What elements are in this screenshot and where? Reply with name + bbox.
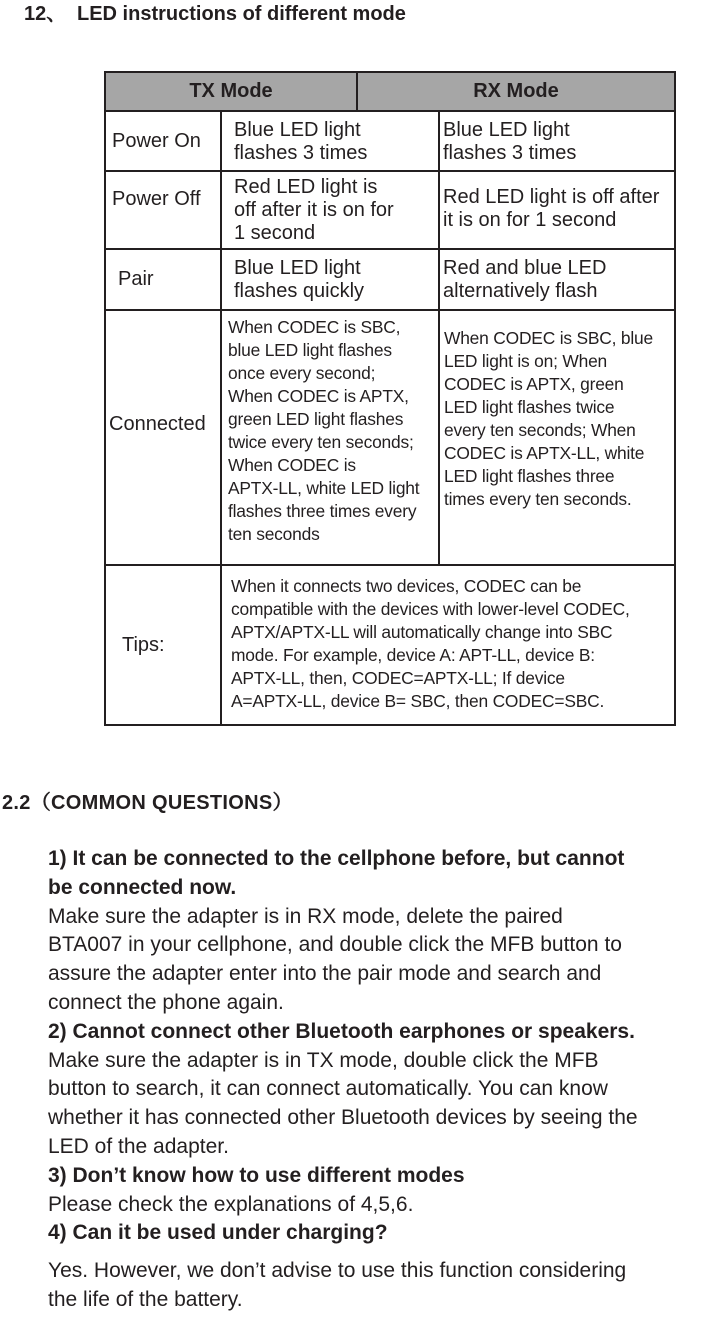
state-label-power-on: Power On bbox=[112, 130, 201, 152]
row-divider bbox=[106, 309, 674, 311]
label-column-divider bbox=[220, 110, 222, 724]
section-heading bbox=[24, 0, 406, 26]
header-divider bbox=[356, 73, 358, 110]
rx-mode-header: RX Mode bbox=[358, 73, 674, 110]
rx-power-off: Red LED light is off after it is on for 1 second bbox=[443, 186, 660, 231]
row-divider bbox=[106, 564, 674, 566]
faq-answer-3: Please check the explanations of 4,5,6. bbox=[48, 1192, 414, 1216]
faq-question-4: 4) Can it be used under charging? bbox=[48, 1221, 388, 1245]
row-divider bbox=[106, 170, 674, 172]
faq-question-2: 2) Cannot connect other Bluetooth earphones or speakers. bbox=[48, 1019, 635, 1043]
row-divider bbox=[106, 248, 674, 250]
state-label-connected: Connected bbox=[109, 413, 206, 435]
tips-text: When it connects two devices, CODEC can be compatible with the devices with lower-level CODEC, APTX/APTX-LL will automatically change into SBC mode. For example, device A: APT-LL, device B: APTX-LL, then, CODEC=APTX-LL; If device A=APTX-LL, device B= SBC, then CODEC=SBC. bbox=[231, 576, 630, 711]
tx-power-on: Blue LED light flashes 3 times bbox=[234, 119, 368, 164]
tx-power-off: Red LED light is off after it is on for 1 second bbox=[234, 176, 394, 244]
tx-connected: When CODEC is SBC, blue LED light flashes once every second; When CODEC is APTX, green LED light flashes twice every ten seconds; When CODEC is APTX-LL, white LED light flashes three times every ten seconds bbox=[228, 317, 420, 544]
faq-question-3: 3) Don’t know how to use different modes bbox=[48, 1163, 465, 1187]
faq-list bbox=[48, 845, 720, 1315]
faq-answer-4: Yes. However, we don’t advise to use this function considering the life of the battery. bbox=[48, 1259, 627, 1311]
mode-column-divider bbox=[438, 110, 440, 566]
rx-connected: When CODEC is SBC, blue LED light is on; When CODEC is APTX, green LED light flashes twice every ten seconds; When CODEC is APTX-LL, white LED light flashes three times every ten seconds. bbox=[444, 328, 653, 509]
state-label-pair: Pair bbox=[118, 268, 154, 290]
rx-pair: Red and blue LED alternatively flash bbox=[443, 257, 607, 302]
led-mode-table bbox=[104, 71, 676, 726]
section-number: 12、 bbox=[24, 3, 67, 25]
faq-answer-1: Make sure the adapter is in RX mode, delete the paired BTA007 in your cellphone, and double click the MFB button to assure the adapter enter into the pair mode and search and connect the phone again. bbox=[48, 904, 622, 1014]
common-questions-title: 2.2（COMMON QUESTIONS） bbox=[2, 792, 293, 814]
faq-question-1: 1) It can be connected to the cellphone before, but cannot be connected now. bbox=[48, 847, 625, 899]
rx-power-on: Blue LED light flashes 3 times bbox=[443, 119, 577, 164]
row-divider bbox=[106, 110, 674, 112]
tx-pair: Blue LED light flashes quickly bbox=[234, 257, 365, 302]
tips-label: Tips: bbox=[122, 634, 165, 656]
state-label-power-off: Power Off bbox=[112, 188, 201, 210]
faq-answer-2: Make sure the adapter is in TX mode, double click the MFB button to search, it can connect automatically. You can know whether it has connected other Bluetooth devices by seeing the LED of the adapter. bbox=[48, 1048, 638, 1158]
tx-mode-header: TX Mode bbox=[106, 73, 356, 110]
section-title: LED instructions of different mode bbox=[77, 3, 406, 25]
